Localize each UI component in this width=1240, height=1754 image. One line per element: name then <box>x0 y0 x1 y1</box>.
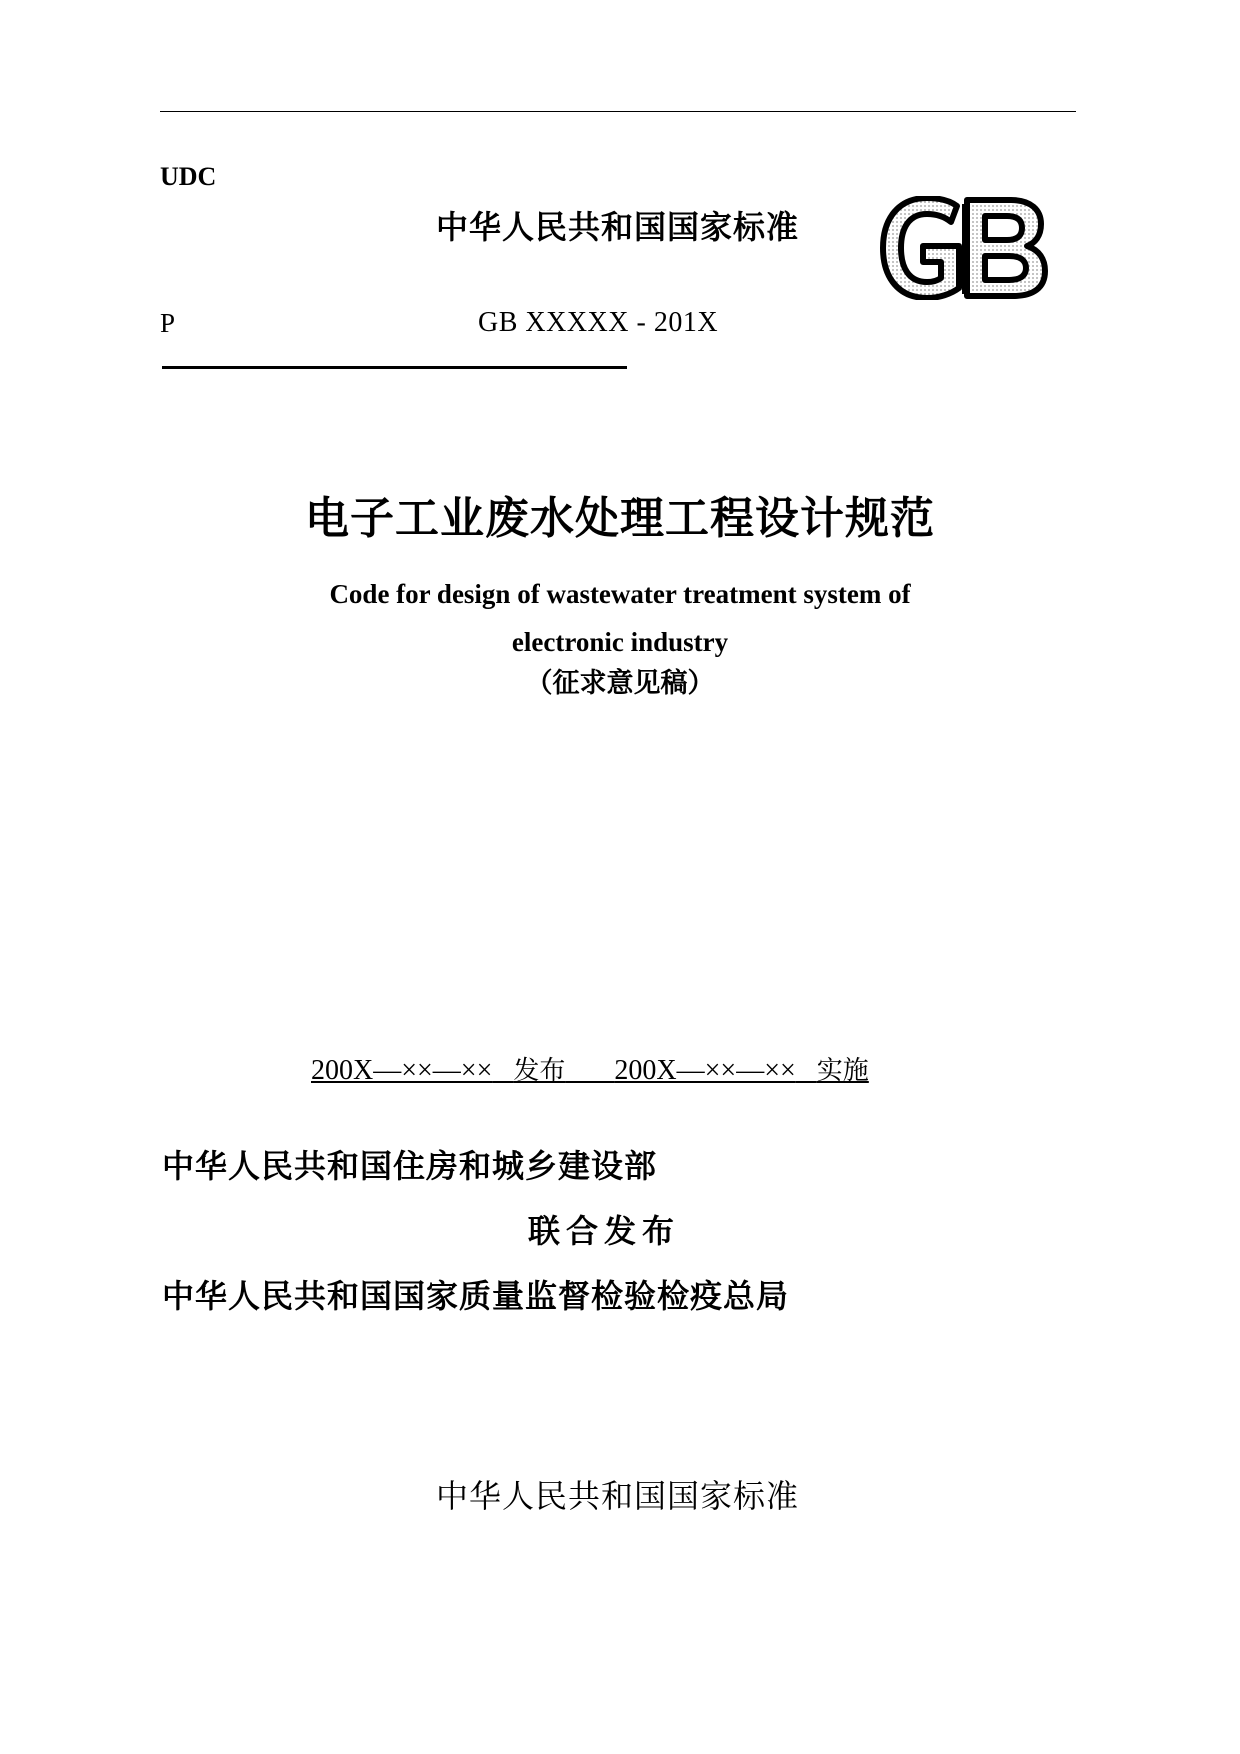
standard-number: GB XXXXX - 201X <box>478 307 719 338</box>
footer-standard-header: 中华人民共和国国家标准 <box>436 1477 800 1515</box>
classification-code: P <box>160 308 176 338</box>
issuer-aqsiq: 中华人民共和国国家质量监督检验检疫总局 <box>162 1277 790 1315</box>
dates-line <box>311 1053 869 1089</box>
issuer-ministry-housing: 中华人民共和国住房和城乡建设部 <box>162 1147 658 1185</box>
effective-date: 200X—××—×× <box>614 1055 796 1086</box>
effective-label: 实施 <box>816 1056 869 1086</box>
udc-label: UDC <box>160 162 217 191</box>
publish-date: 200X—××—×× <box>311 1055 493 1086</box>
standard-header: 中华人民共和国国家标准 <box>436 208 800 246</box>
joint-publish-label: 联合发布 <box>528 1212 681 1250</box>
title-english <box>0 570 1240 666</box>
gb-logo <box>879 196 1049 300</box>
title-english-line-1: Code for design of wastewater treatment system of <box>329 579 911 609</box>
publish-label: 发布 <box>513 1056 566 1086</box>
title-chinese <box>0 489 1240 549</box>
title-english-line-2: electronic industry <box>511 627 729 657</box>
title-chinese-text: 电子工业废水处理工程设计规范 <box>305 493 935 544</box>
top-rule <box>160 111 1076 112</box>
header-rule <box>162 366 627 369</box>
draft-note: （征求意见稿） <box>525 668 715 699</box>
